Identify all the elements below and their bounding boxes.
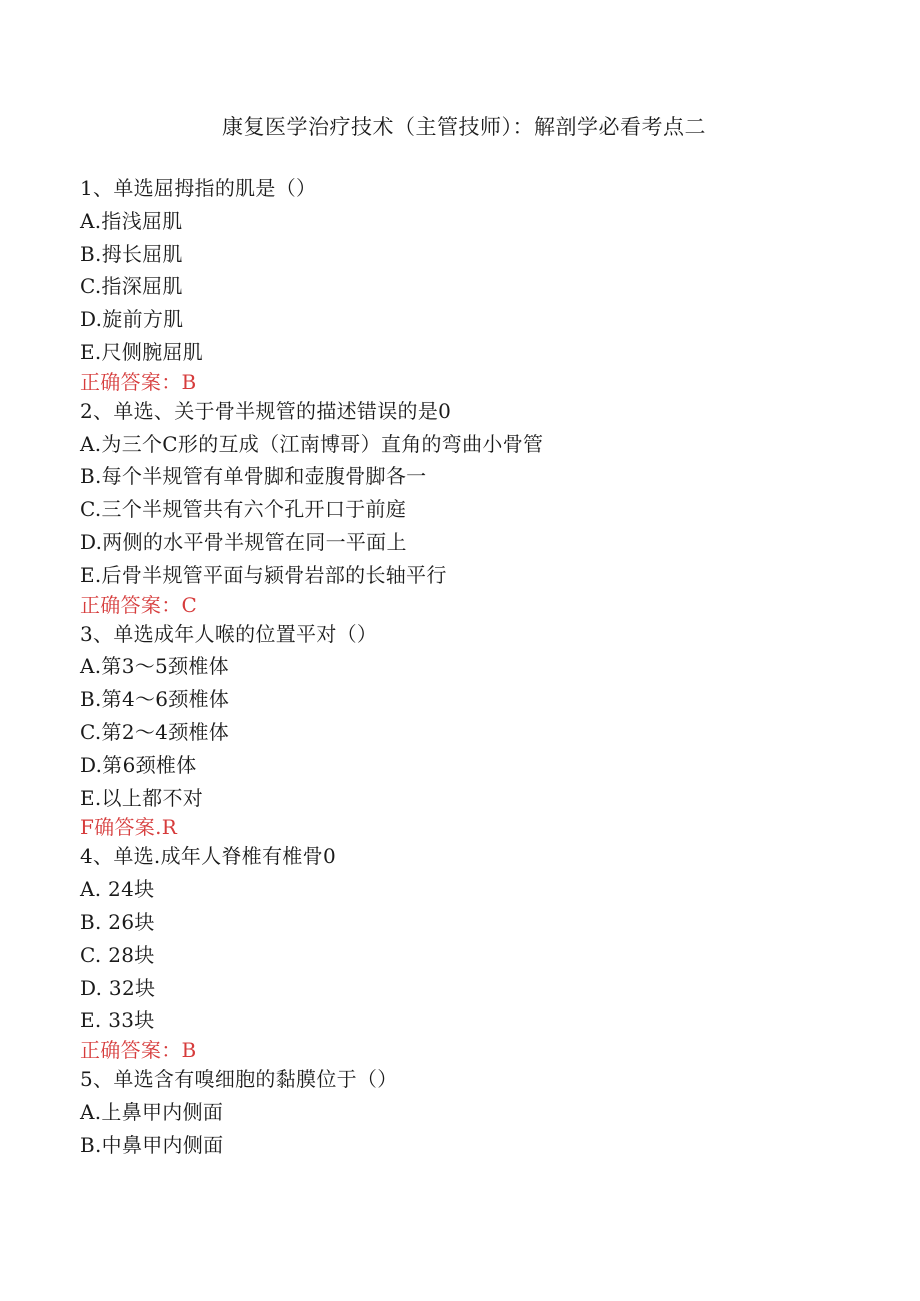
option-e: E.以上都不对 [80,785,204,810]
correct-answer: 正确答案：B [80,1038,197,1063]
option-a: A. 24块 [80,877,155,902]
correct-answer: 正确答案：C [80,592,198,617]
option-c: C. 28块 [80,942,155,967]
question-stem: 1、单选屈拇指的肌是（） [80,176,317,200]
question-stem: 2、单选、关于骨半规管的描述错误的是0 [80,398,452,423]
question-block [80,395,860,618]
option-b: B.每个半规管有单骨脚和壶腹骨脚各一 [80,464,427,489]
question-block [80,172,860,395]
question-stem: 4、单选.成年人脊椎有椎骨0 [80,844,337,869]
option-d: D.第6颈椎体 [80,752,197,777]
correct-answer: F确答案.R [80,815,178,840]
option-e: E. 33块 [80,1008,155,1033]
option-a: A.上鼻甲内侧面 [80,1099,224,1124]
question-stem: 3、单选成年人喉的位置平对（） [80,621,378,646]
option-d: D.两侧的水平骨半规管在同一平面上 [80,529,407,554]
document-title: 康复医学治疗技术（主管技师）：解剖学必看考点二 [222,115,706,139]
question-list [80,172,860,1162]
option-e: E.后骨半规管平面与颍骨岩部的长轴平行 [80,562,447,587]
option-a: A.指浅屈肌 [80,208,183,233]
option-b: B.第4～6颈椎体 [80,687,230,712]
option-c: C.第2～4颈椎体 [80,719,230,744]
question-stem: 5、单选含有嗅细胞的黏膜位于（） [80,1067,398,1092]
option-d: D. 32块 [80,975,156,1000]
option-c: C.三个半规管共有六个孔开口于前庭 [80,497,407,522]
option-c: C.指深屈肌 [80,274,183,299]
option-a: A.为三个C形的互成（江南博哥）直角的弯曲小骨管 [80,431,544,456]
option-b: B.中鼻甲内侧面 [80,1132,224,1157]
correct-answer: 正确答案：B [80,369,197,394]
question-block [80,840,860,1063]
option-b: B.拇长屈肌 [80,241,183,266]
question-block [80,618,860,841]
option-b: B. 26块 [80,909,155,934]
option-a: A.第3～5颈椎体 [80,654,229,679]
question-block [80,1063,860,1161]
option-d: D.旋前方肌 [80,307,184,332]
option-e: E.尺侧腕屈肌 [80,339,204,364]
